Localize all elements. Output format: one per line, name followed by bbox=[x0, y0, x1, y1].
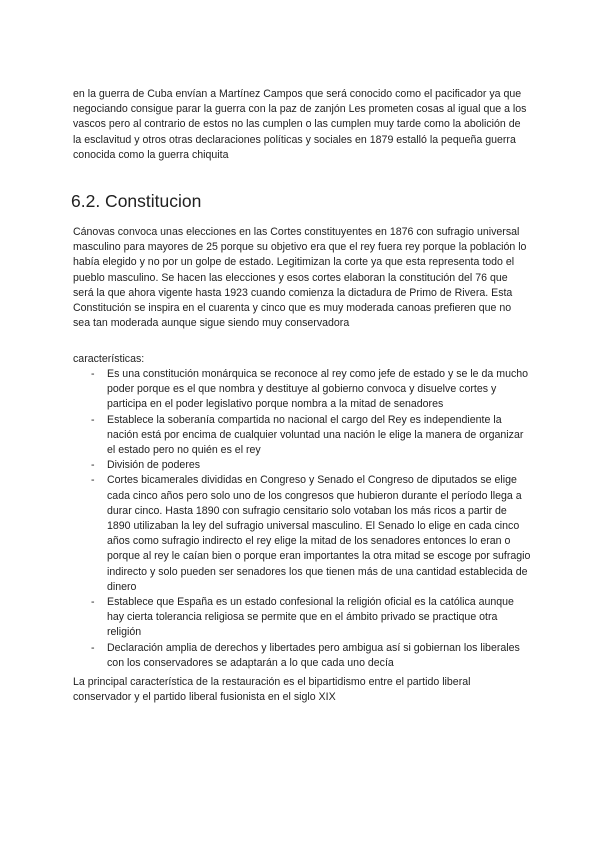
section-heading: 6.2. Constitucion bbox=[71, 191, 202, 211]
list-item bbox=[73, 595, 533, 641]
bullet-marker: - bbox=[91, 413, 95, 426]
list-item-text: Es una constitución monárquica se reconoce al rey como jefe de estado y se le da mucho poder porque es el que nombra y destituye al gobierno convoca y disuelve cortes y participa en el poder legislativo porque nombra a la mitad de senadores bbox=[107, 368, 529, 411]
list-item bbox=[73, 367, 533, 413]
list-item bbox=[73, 413, 533, 459]
list-item-text: Declaración amplia de derechos y libertades pero ambigua así si gobiernan los liberales con los conservadores se adaptarán a lo que cada uno decía bbox=[107, 641, 520, 669]
bullet-marker: - bbox=[91, 596, 95, 609]
list-item-text: División de poderes bbox=[107, 459, 201, 472]
bullet-marker: - bbox=[91, 474, 95, 487]
bullet-marker: - bbox=[91, 459, 95, 472]
bullet-marker: - bbox=[91, 641, 95, 654]
list-item-text: Establece la soberanía compartida no nacional el cargo del Rey es independiente la nación está por encima de cualquier voluntad una nación le elige la manera de organizar el estado pero no quién es el rey bbox=[107, 413, 524, 457]
bullet-marker: - bbox=[91, 368, 95, 380]
list-item-text: Establece que España es un estado confesional la religión oficial es la católica aunque hay cierta tolerancia religiosa se permite que en el ámbito privado se practique otra religión bbox=[107, 596, 514, 639]
features-list bbox=[73, 367, 533, 671]
list-item bbox=[73, 473, 533, 595]
list-item bbox=[73, 641, 533, 671]
list-item-text: Cortes bicamerales divididas en Congreso y Senado el Congreso de diputados se elige cada cinco años pero solo uno de los congresos que hubieron durante el período llega a durar cinco. Hasta 1890 con sufragio censitario solo votaban los más ricos a partir de 1890 utilizaban la ley del sufragio universal masculino. El Senado lo elige en cada cinco años como sufragio indirecto el rey elige la mitad de los senadores entonces lo eran o porque al rey le caían bien o porque eran importantes la otra mitad se escoge por sufragio indirecto y solo pueden ser senadores los que tienen más de una cantidad establecida de dinero bbox=[107, 474, 531, 593]
intro-paragraph: en la guerra de Cuba envían a Martínez Campos que será conocido como el pacificador ya que negociando consigue parar la guerra con la paz de zanjón Les prometen cosas al igual que a los vascos pero al contrario de estos no las cumplen o las cumplen muy tarde como la abolición de la esclavitud y otros otras declaraciones políticas y sociales en 1879 estalló la pequeña guerra conocida como la guerra chiquita bbox=[73, 88, 527, 161]
closing-paragraph: La principal característica de la restauración es el bipartidismo entre el partido liberal conservador y el partido liberal fusionista en el siglo XIX bbox=[73, 676, 471, 704]
constitution-paragraph: Cánovas convoca unas elecciones en las Cortes constituyentes en 1876 con sufragio universal masculino para mayores de 25 porque su objetivo era que el rey fuera rey porque la población lo había elegido y no por un golpe de estado. Legitimizan la corte ya que esta representa todo el pueblo masculino. Se hacen las elecciones y esos cortes elaboran la constitución del 76 que será la que ahora vigente hasta 1923 cuando comienza la dictadura de Primo de Rivera. Esta Constitución se inspira en el cuarenta y cinco que es muy moderada canoas prefieren que no sea tan moderada aunque sigue siendo muy conservadora bbox=[73, 226, 527, 330]
list-item bbox=[73, 458, 533, 473]
features-label: características: bbox=[73, 353, 145, 365]
